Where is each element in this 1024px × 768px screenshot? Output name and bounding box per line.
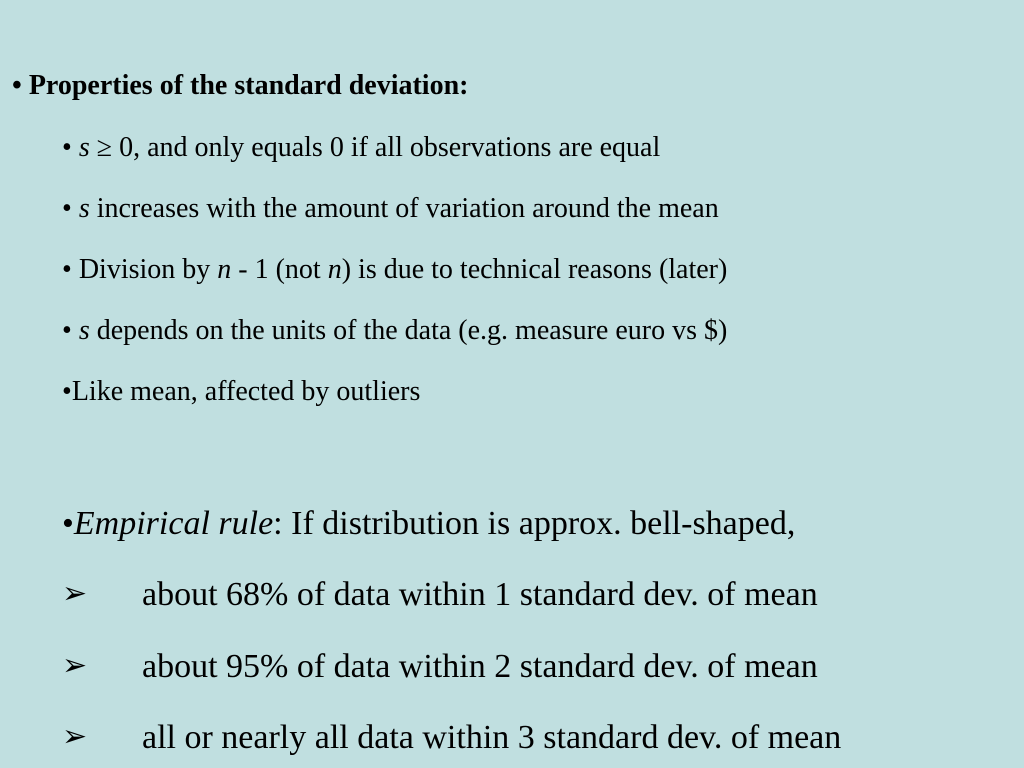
rule-item xyxy=(62,576,818,614)
rule-text: about 68% of data within 1 standard dev. of mean xyxy=(142,576,818,613)
property-item xyxy=(62,376,420,408)
empirical-rule-term: Empirical rule xyxy=(73,505,274,542)
property-text: - 1 (not xyxy=(231,254,328,285)
variable-s: s xyxy=(78,193,90,224)
property-text: Division by xyxy=(71,254,218,285)
heading-bullet: • xyxy=(12,70,22,101)
bullet: • xyxy=(62,505,74,542)
variable-n: n xyxy=(217,254,232,285)
bullet: • xyxy=(62,254,72,285)
empirical-rule-line xyxy=(62,505,795,543)
variable-s: s xyxy=(78,132,90,163)
bullet: • xyxy=(62,376,72,407)
bullet: • xyxy=(62,315,72,346)
property-item xyxy=(62,315,727,347)
rule-text: about 95% of data within 2 standard dev. of mean xyxy=(142,648,818,685)
property-text: ≥ 0, and only equals 0 if all observations are equal xyxy=(89,132,661,163)
heading-text: Properties of the standard deviation: xyxy=(28,70,469,101)
bullet: • xyxy=(62,193,72,224)
property-text: increases with the amount of variation around the mean xyxy=(89,193,719,224)
variable-s: s xyxy=(78,315,90,346)
property-text: depends on the units of the data (e.g. measure euro vs $) xyxy=(89,315,728,346)
property-item xyxy=(62,193,719,225)
slide-heading xyxy=(12,70,469,102)
rule-item xyxy=(62,648,818,686)
bullet: • xyxy=(62,132,72,163)
rule-text: all or nearly all data within 3 standard dev. of mean xyxy=(142,719,842,756)
property-text: Like mean, affected by outliers xyxy=(71,376,421,407)
arrow-bullet-icon: ➢ xyxy=(62,648,88,683)
arrow-bullet-icon: ➢ xyxy=(62,576,88,611)
variable-n: n xyxy=(327,254,342,285)
arrow-bullet-icon: ➢ xyxy=(62,719,88,754)
property-item xyxy=(62,254,727,286)
property-item xyxy=(62,132,660,164)
empirical-rule-text: : If distribution is approx. bell-shaped, xyxy=(273,505,796,542)
rule-item xyxy=(62,719,841,757)
property-text: ) is due to technical reasons (later) xyxy=(341,254,728,285)
